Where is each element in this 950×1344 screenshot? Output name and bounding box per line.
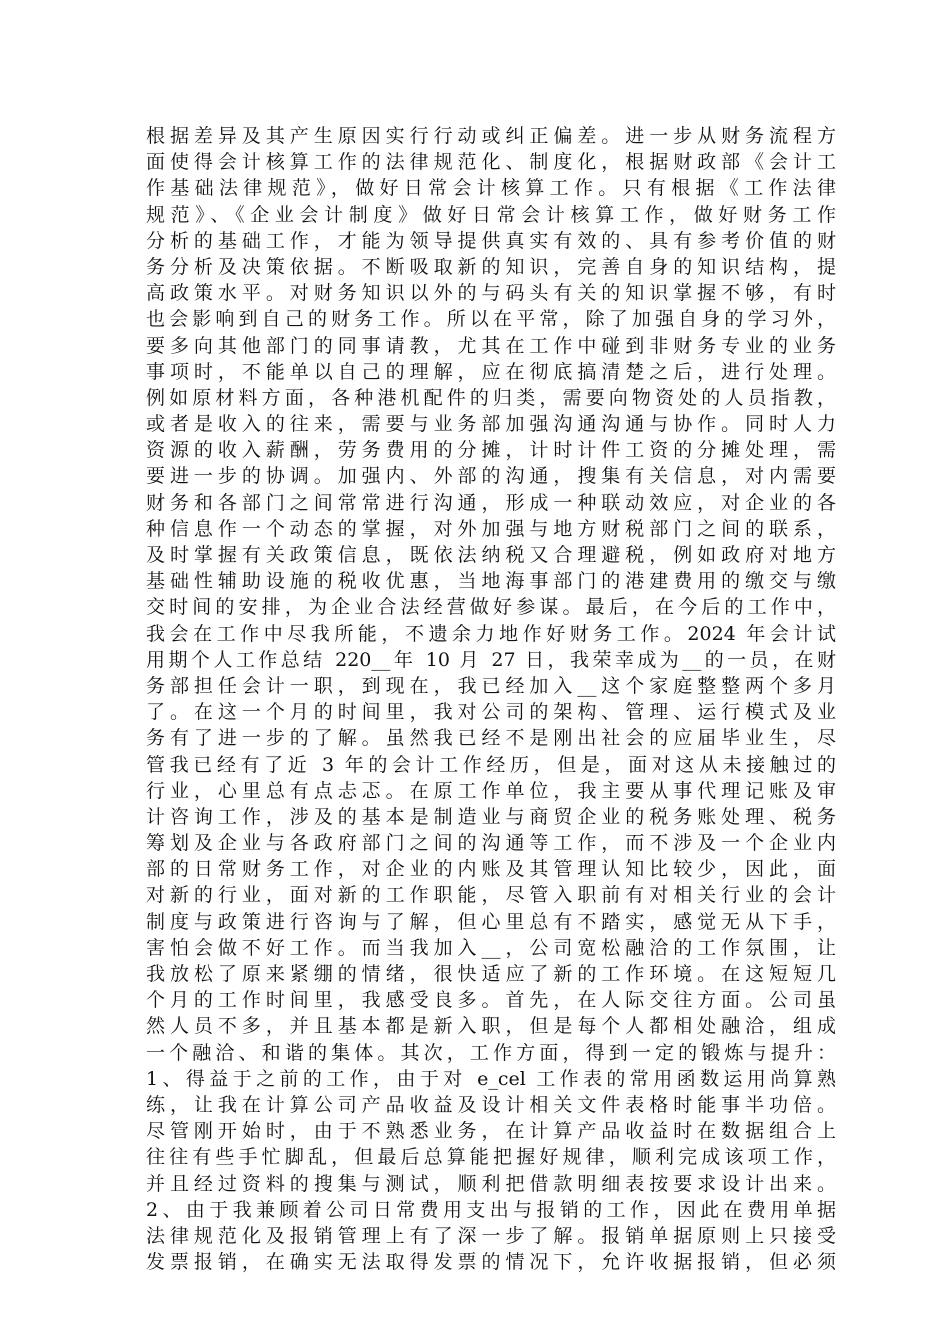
text-line: 务有了进一步的了解。虽然我已经不是刚出社会的应届毕业生，尽 — [146, 727, 836, 750]
text-line: 并且经过资料的搜集与测试，顺利把借款明细表按要求设计出来。 — [146, 1172, 836, 1195]
text-line: 用期个人工作总结 220__年 10 月 27 日，我荣幸成为__的一员，在财 — [146, 648, 836, 671]
body-text — [146, 123, 836, 1275]
text-line: 作基础法律规范》，做好日常会计核算工作。只有根据《工作法律 — [146, 177, 836, 200]
text-line: 基础性辅助设施的税收优惠，当地海事部门的港建费用的缴交与缴 — [146, 570, 836, 593]
text-line: 种信息作一个动态的掌握，对外加强与地方财税部门之间的联系， — [146, 517, 836, 540]
text-line: 往往有些手忙脚乱，但最后总算能把握好规律，顺利完成该项工作， — [146, 1146, 836, 1169]
text-line: 务分析及决策依据。不断吸取新的知识，完善自身的知识结构，提 — [146, 255, 836, 278]
text-line: 然人员不多，并且基本都是新入职，但是每个人都相处融洽，组成 — [146, 1015, 836, 1038]
text-line: 法律规范化及报销管理上有了深一步了解。报销单据原则上只接受 — [146, 1224, 836, 1247]
text-line: 练，让我在计算公司产品收益及设计相关文件表格时能事半功倍。 — [146, 1093, 836, 1116]
text-line: 行业，心里总有点忐忑。在原工作单位，我主要从事代理记账及审 — [146, 779, 836, 802]
text-line: 根据差异及其产生原因实行行动或纠正偏差。进一步从财务流程方 — [146, 125, 836, 147]
text-line: 要进一步的协调。加强内、外部的沟通，搜集有关信息，对内需要 — [146, 465, 836, 488]
text-line: 分析的基础工作，才能为领导提供真实有效的、具有参考价值的财 — [146, 229, 836, 252]
text-line: 害怕会做不好工作。而当我加入__，公司宽松融洽的工作氛围，让 — [146, 936, 836, 959]
text-line: 要多向其他部门的同事请教，尤其在工作中碰到非财务专业的业务 — [146, 334, 836, 357]
text-line: 尽管刚开始时，由于不熟悉业务，在计算产品收益时在数据组合上 — [146, 1120, 836, 1143]
text-line: 面使得会计核算工作的法律规范化、制度化，根据财政部《会计工 — [146, 151, 836, 174]
text-line: 或者是收入的往来，需要与业务部加强沟通沟通与协作。同时人力 — [146, 413, 836, 436]
text-line: 发票报销，在确实无法取得发票的情况下，允许收据报销，但必须 — [146, 1251, 836, 1274]
text-line: 事项时，不能单以自己的理解，应在彻底搞清楚之后，进行处理。 — [146, 360, 836, 383]
text-line: 务部担任会计一职，到现在，我已经加入__这个家庭整整两个多月 — [146, 674, 836, 697]
text-line: 我放松了原来紧绷的情绪，很快适应了新的工作环境。在这短短几 — [146, 963, 836, 985]
text-line: 一个融洽、和谐的集体。其次，工作方面，得到一定的锻炼与提升： — [146, 1041, 836, 1064]
text-line: 交时间的安排，为企业合法经营做好参谋。最后，在今后的工作中， — [146, 596, 836, 619]
text-line: 例如原材料方面，各种港机配件的归类，需要向物资处的人员指教， — [146, 386, 836, 409]
text-line: 2、由于我兼顾着公司日常费用支出与报销的工作，因此在费用单据 — [146, 1198, 836, 1221]
text-line: 高政策水平。对财务知识以外的与码头有关的知识掌握不够，有时 — [146, 282, 836, 305]
text-line: 个月的工作时间里，我感受良多。首先，在人际交往方面。公司虽 — [146, 989, 836, 1012]
text-line: 部的日常财务工作，对企业的内账及其管理认知比较少，因此，面 — [146, 858, 836, 881]
text-line: 对新的行业，面对新的工作职能，尽管入职前有对相关行业的会计 — [146, 884, 836, 907]
text-line: 也会影响到自己的财务工作。所以在平常，除了加强自身的学习外， — [146, 308, 836, 331]
text-line: 制度与政策进行咨询与了解，但心里总有不踏实，感觉无从下手， — [146, 910, 836, 933]
text-line: 管我已经有了近 3 年的会计工作经历，但是，面对这从未接触过的 — [146, 753, 836, 776]
text-line: 财务和各部门之间常常进行沟通，形成一种联动效应，对企业的各 — [146, 491, 836, 514]
text-line: 1、得益于之前的工作，由于对 e_cel 工作表的常用函数运用尚算熟 — [146, 1067, 836, 1090]
text-line: 资源的收入薪酬，劳务费用的分摊，计时计件工资的分摊处理，需 — [146, 439, 836, 462]
text-line: 我会在工作中尽我所能，不遗余力地作好财务工作。2024 年会计试 — [146, 622, 836, 645]
text-line: 及时掌握有关政策信息，既依法纳税又合理避税，例如政府对地方 — [146, 544, 836, 566]
text-line: 了。在这一个月的时间里，我对公司的架构、管理、运行模式及业 — [146, 701, 836, 724]
text-line: 计咨询工作，涉及的基本是制造业与商贸企业的税务账处理、税务 — [146, 805, 836, 828]
text-line: 筹划及企业与各政府部门之间的沟通等工作，而不涉及一个企业内 — [146, 832, 836, 855]
text-line: 规范》、《企业会计制度》做好日常会计核算工作，做好财务工作 — [146, 203, 836, 226]
